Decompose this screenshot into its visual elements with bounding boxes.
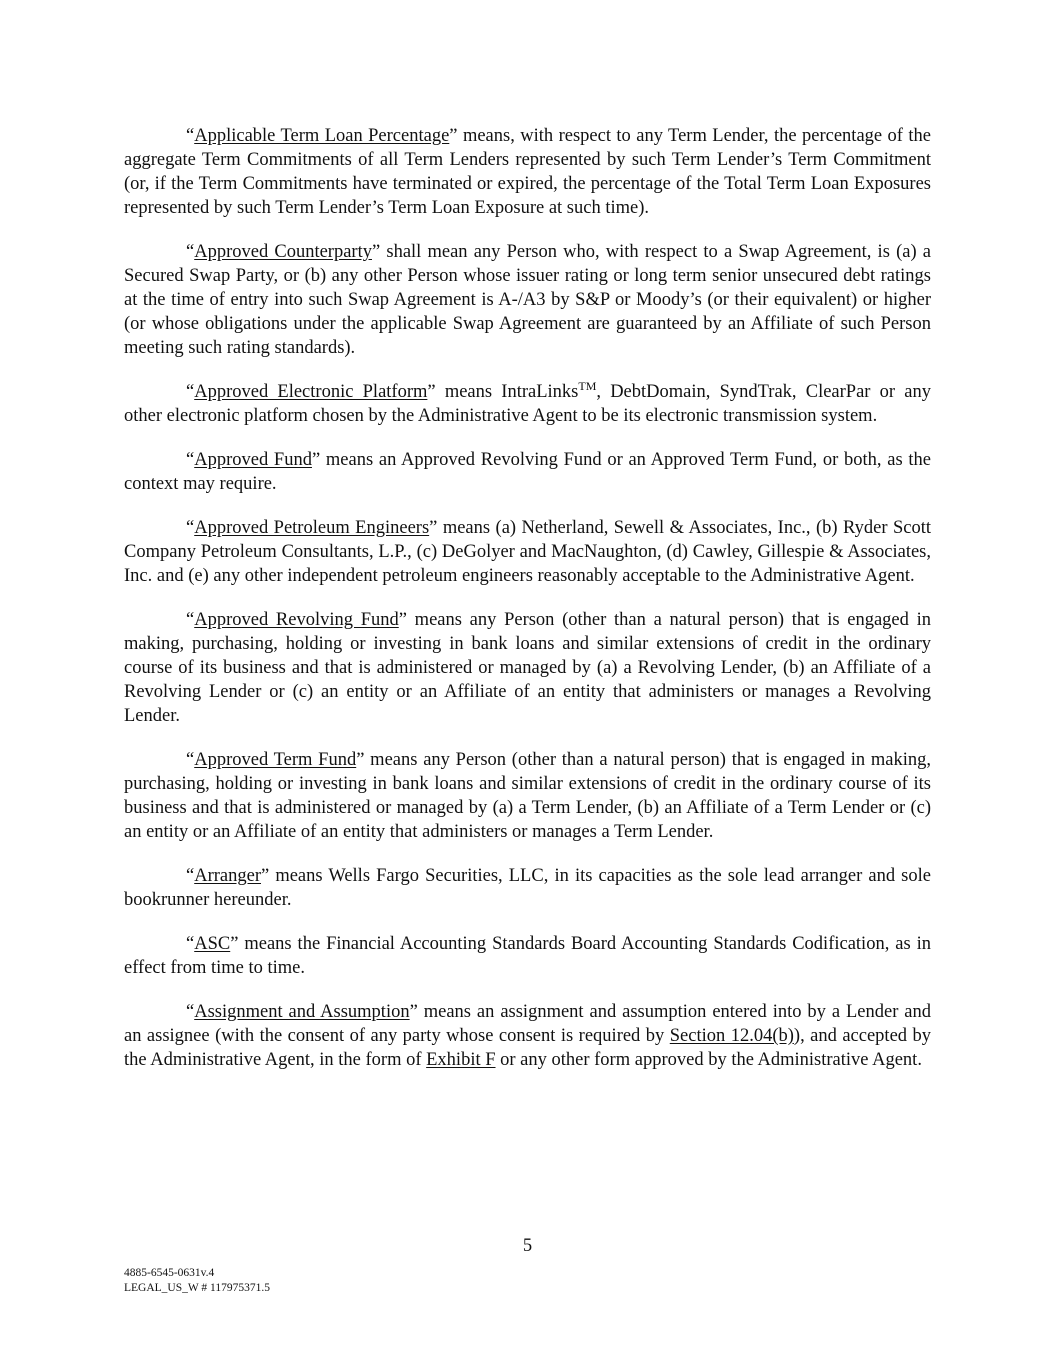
document-footer (124, 1266, 270, 1296)
close-quote: ” (260, 866, 270, 886)
exhibit-reference: Exhibit F (426, 1050, 496, 1070)
close-quote: ” (230, 934, 239, 954)
defined-term: Applicable Term Loan Percentage (194, 126, 450, 146)
footer-legal-id: LEGAL_US_W # 117975371.5 (124, 1282, 270, 1294)
defined-term: Assignment and Assumption (194, 1002, 410, 1022)
open-quote: “ (186, 450, 195, 470)
definition-approved-petroleum-engineers (124, 516, 931, 588)
definition-approved-counterparty (124, 240, 931, 360)
defined-term: Approved Revolving Fund (194, 610, 399, 630)
definition-approved-term-fund (124, 748, 931, 844)
definition-text: means (a) Netherland, Sewell & Associates, Inc., (b) Ryder Scott Company Petroleum Consultants, L.P., (c) DeGolyer and MacNaughton, (d) Cawley, Gillespie & Associates, Inc. and (e) any other independent petroleum engineers reasonably acceptable to the Administrative Agent. (124, 518, 931, 586)
defined-term: Arranger (194, 866, 261, 886)
trademark-superscript: TM (578, 378, 597, 393)
section-reference: Section 12.04(b) (669, 1026, 794, 1046)
defined-term: Approved Term Fund (194, 750, 357, 770)
definition-text: means Wells Fargo Securities, LLC, in its capacities as the sole lead arranger and sole bookrunner hereunder. (124, 866, 931, 910)
definition-text: ), and accepted by the Administrative Agent, in the form of (124, 1026, 931, 1070)
definition-assignment-and-assumption (124, 1000, 931, 1072)
open-quote: “ (186, 242, 195, 262)
close-quote: ” (398, 610, 407, 630)
open-quote: “ (186, 382, 195, 402)
close-quote: ” (371, 242, 381, 262)
definition-text: means an assignment and assumption entered into by a Lender and an assignee (with the consent of any party whose consent is required by (124, 1002, 931, 1046)
defined-term: Approved Petroleum Engineers (194, 518, 430, 538)
defined-term: Approved Electronic Platform (194, 382, 428, 402)
close-quote: ” (449, 126, 458, 146)
definition-approved-revolving-fund (124, 608, 931, 728)
definition-text: means any Person (other than a natural person) that is engaged in making, purchasing, holding or investing in bank loans and similar extensions of credit in the ordinary course of its business and that is administered or managed by (a) a Term Lender, (b) an Affiliate of a Term Lender or (c) an entity or an Affiliate of an entity that administers or manages a Term Lender. (124, 750, 931, 842)
definition-text: , DebtDomain, SyndTrak, ClearPar or any other electronic platform chosen by the Administrative Agent to be its electronic transmission system. (124, 382, 932, 426)
close-quote: ” (409, 1002, 418, 1022)
definition-text: or any other form approved by the Administrative Agent. (495, 1050, 922, 1070)
definition-text: means any Person (other than a natural person) that is engaged in making, purchasing, holding or investing in bank loans and similar extensions of credit in the ordinary course of its business and that is administered or managed by (a) a Revolving Lender, (b) an Affiliate of a Revolving Lender or (c) an entity or an Affiliate of an entity that administers or manages a Revolving Lender. (124, 610, 931, 726)
definition-arranger (124, 864, 931, 912)
close-quote: ” (356, 750, 365, 770)
defined-term: ASC (194, 934, 231, 954)
close-quote: ” (427, 382, 436, 402)
definition-text: means an Approved Revolving Fund or an Approved Term Fund, or both, as the context may require. (124, 450, 931, 494)
definitions-section (124, 124, 931, 1092)
definition-text: means, with respect to any Term Lender, the percentage of the aggregate Term Commitments of all Term Lenders represented by such Term Lender’s Term Commitment (or, if the Term Commitments have terminated or expired, the percentage of the Total Term Loan Exposures represented by such Term Lender’s Term Loan Exposure at such time). (124, 126, 932, 218)
open-quote: “ (186, 126, 195, 146)
close-quote: ” (429, 518, 438, 538)
open-quote: “ (186, 1002, 195, 1022)
definition-text: means the Financial Accounting Standards Board Accounting Standards Codification, as in effect from time to time. (124, 934, 931, 978)
defined-term: Approved Fund (194, 450, 312, 470)
definition-approved-electronic-platform (124, 380, 931, 428)
defined-term: Approved Counterparty (194, 242, 372, 262)
definition-asc (124, 932, 931, 980)
open-quote: “ (186, 866, 195, 886)
open-quote: “ (186, 610, 195, 630)
definition-applicable-term-loan-percentage (124, 124, 931, 220)
footer-doc-id: 4885-6545-0631v.4 (124, 1267, 215, 1279)
definition-approved-fund (124, 448, 931, 496)
open-quote: “ (186, 934, 195, 954)
definition-text: means IntraLinks (435, 382, 579, 402)
page-number: 5 (522, 1236, 533, 1256)
open-quote: “ (186, 750, 195, 770)
definition-text: shall mean any Person who, with respect to a Swap Agreement, is (a) a Secured Swap Party, or (b) any other Person whose issuer rating or long term senior unsecured debt ratings at the time of entry into such Swap Agreement is A-/A3 by S&P or Moody’s (or their equivalent) or higher (or whose obligations under the applicable Swap Agreement are guaranteed by an Affiliate of such Person meeting such rating standards). (124, 242, 931, 358)
close-quote: ” (311, 450, 321, 470)
open-quote: “ (186, 518, 195, 538)
